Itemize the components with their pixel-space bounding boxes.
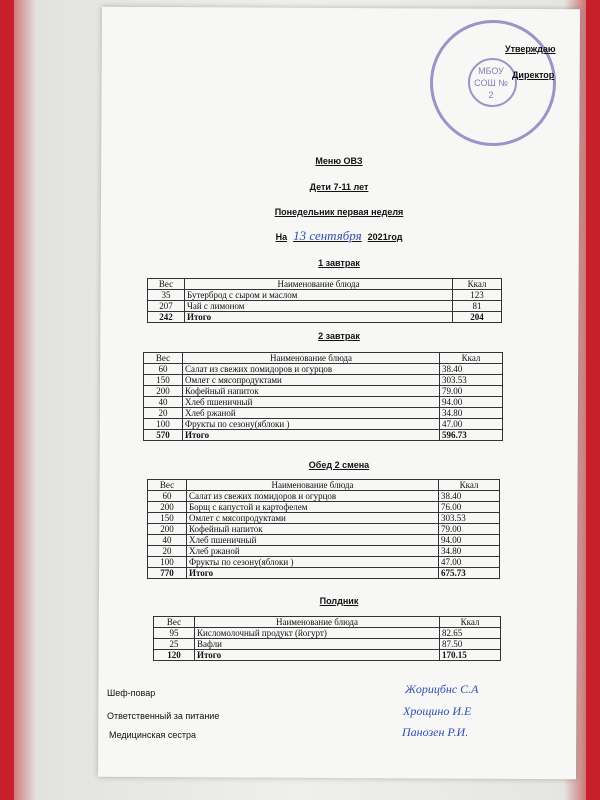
col-name: Наименование блюда	[187, 480, 439, 491]
table-row	[148, 513, 500, 524]
table-cell: Кофейный напиток	[183, 386, 440, 397]
date-handwritten: 13 сентября	[293, 228, 362, 243]
table-cell: 200	[144, 386, 183, 397]
table-cell: 79.00	[440, 386, 503, 397]
col-weight: Вес	[148, 279, 185, 290]
col-name: Наименование блюда	[195, 617, 440, 628]
meal-title: 1 завтрак	[318, 258, 360, 268]
signature-role: Медицинская сестра	[109, 730, 196, 740]
table-row	[154, 628, 501, 639]
table-row	[148, 301, 502, 312]
table-cell: 303.53	[439, 513, 500, 524]
table-cell: Фрукты по сезону(яблоки )	[183, 419, 440, 430]
col-kcal: Ккал	[440, 617, 501, 628]
table-cell: 675.73	[439, 568, 500, 579]
col-weight: Вес	[154, 617, 195, 628]
table-row	[148, 502, 500, 513]
stamp-text: МБОУ СОШ № 2	[474, 66, 508, 100]
table-cell: 200	[148, 502, 187, 513]
table-cell: 123	[453, 290, 502, 301]
table-cell: Хлеб ржаной	[183, 408, 440, 419]
table-cell: 242	[148, 312, 185, 323]
table-cell: 207	[148, 301, 185, 312]
table-cell: Хлеб ржаной	[187, 546, 439, 557]
table-cell: 35	[148, 290, 185, 301]
day-title: Понедельник первая неделя	[274, 207, 404, 217]
menu-title: Меню ОВЗ	[315, 156, 363, 166]
col-kcal: Ккал	[440, 353, 503, 364]
table-cell: 25	[154, 639, 195, 650]
meal-title: 2 завтрак	[318, 331, 360, 341]
table-cell: 95	[154, 628, 195, 639]
table-cell: 20	[148, 546, 187, 557]
table-cell: 47.00	[439, 557, 500, 568]
table-cell: Салат из свежих помидоров и огурцов	[187, 491, 439, 502]
table-row	[148, 290, 502, 301]
table-cell: Кисломолочный продукт (йогурт)	[195, 628, 440, 639]
meal-title: Полдник	[319, 596, 359, 606]
table-cell: 94.00	[439, 535, 500, 546]
table-cell: 570	[144, 430, 183, 441]
table-row	[144, 397, 503, 408]
table-cell: 40	[148, 535, 187, 546]
table-total	[148, 568, 500, 579]
table-cell: Салат из свежих помидоров и огурцов	[183, 364, 440, 375]
meal-table-lunch	[147, 479, 500, 579]
table-cell: 94.00	[440, 397, 503, 408]
stamp	[430, 20, 556, 146]
table-row	[144, 408, 503, 419]
col-name: Наименование блюда	[185, 279, 453, 290]
table-cell: 150	[144, 375, 183, 386]
table-row	[148, 491, 500, 502]
meal-table-breakfast2	[143, 352, 503, 441]
col-weight: Вес	[148, 480, 187, 491]
table-row	[148, 535, 500, 546]
table-cell: Хлеб пшеничный	[183, 397, 440, 408]
children-age: Дети 7-11 лет	[309, 182, 369, 192]
meal-title: Обед 2 смена	[308, 460, 370, 470]
table-cell: 76.00	[439, 502, 500, 513]
table-cell: 20	[144, 408, 183, 419]
col-kcal: Ккал	[453, 279, 502, 290]
table-cell: 200	[148, 524, 187, 535]
table-cell: 34.80	[440, 408, 503, 419]
table-cell: Чай с лимоном	[185, 301, 453, 312]
table-cell: Итого	[183, 430, 440, 441]
table-cell: Борщ с капустой и картофелем	[187, 502, 439, 513]
table-cell: Омлет с мясопродуктами	[187, 513, 439, 524]
approve-label: Утверждаю	[505, 44, 556, 54]
table-cell: Бутерброд с сыром и маслом	[185, 290, 453, 301]
meal-table-breakfast1	[147, 278, 502, 323]
table-cell: 150	[148, 513, 187, 524]
col-kcal: Ккал	[439, 480, 500, 491]
signature-role: Шеф-повар	[107, 688, 156, 698]
table-cell: 40	[144, 397, 183, 408]
table-cell: Итого	[195, 650, 440, 661]
table-cell: Вафли	[195, 639, 440, 650]
table-row	[144, 386, 503, 397]
signature-handwritten: Панозен Р.И.	[402, 725, 469, 739]
table-cell: Фрукты по сезону(яблоки )	[187, 557, 439, 568]
col-name: Наименование блюда	[183, 353, 440, 364]
table-cell: 87.50	[440, 639, 501, 650]
table-cell: 204	[453, 312, 502, 323]
table-row	[144, 364, 503, 375]
table-cell: Итого	[187, 568, 439, 579]
table-cell: 38.40	[439, 491, 500, 502]
table-cell: 60	[148, 491, 187, 502]
frame-left	[0, 0, 14, 800]
table-cell: 60	[144, 364, 183, 375]
signature-handwritten: Жорицбнс С.А	[405, 682, 479, 696]
table-cell: 79.00	[439, 524, 500, 535]
director-label: Директор	[512, 70, 555, 80]
table-row	[148, 557, 500, 568]
table-cell: 81	[453, 301, 502, 312]
table-total	[148, 312, 502, 323]
frame-right	[586, 0, 600, 800]
table-cell: 34.80	[439, 546, 500, 557]
table-row	[148, 546, 500, 557]
table-cell: 596.73	[440, 430, 503, 441]
table-cell: 47.00	[440, 419, 503, 430]
table-cell: 100	[144, 419, 183, 430]
table-total	[144, 430, 503, 441]
table-row	[144, 375, 503, 386]
table-total	[154, 650, 501, 661]
table-cell: 303.53	[440, 375, 503, 386]
table-cell: Кофейный напиток	[187, 524, 439, 535]
table-cell: Омлет с мясопродуктами	[183, 375, 440, 386]
date-prefix: На	[275, 232, 288, 242]
date-year: 2021год	[367, 232, 403, 242]
table-cell: 100	[148, 557, 187, 568]
table-row	[144, 419, 503, 430]
table-cell: Итого	[185, 312, 453, 323]
table-cell: 770	[148, 568, 187, 579]
table-row	[148, 524, 500, 535]
col-weight: Вес	[144, 353, 183, 364]
meal-table-snack	[153, 616, 501, 661]
date-line	[100, 228, 578, 244]
table-cell: 170.15	[440, 650, 501, 661]
signature-role: Ответственный за питание	[107, 711, 220, 721]
table-cell: Хлеб пшеничный	[187, 535, 439, 546]
table-row	[154, 639, 501, 650]
table-cell: 38.40	[440, 364, 503, 375]
table-cell: 82.65	[440, 628, 501, 639]
table-cell: 120	[154, 650, 195, 661]
signature-handwritten: Хрощино И.Е	[403, 704, 472, 718]
